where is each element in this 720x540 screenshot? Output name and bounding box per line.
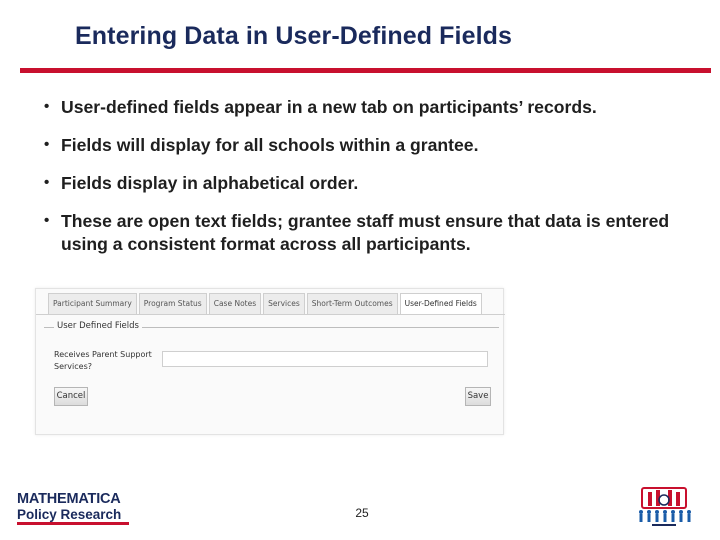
bullet-text: Fields display in alphabetical order. (61, 173, 359, 193)
bullet-item (44, 210, 694, 256)
tab-services[interactable]: Services (263, 293, 305, 314)
bullet-text: Fields will display for all schools within a grantee. (61, 135, 479, 155)
cancel-button[interactable]: Cancel (54, 387, 88, 406)
section-legend: User Defined Fields (54, 321, 142, 331)
field-label: Receives Parent Support Services? (54, 350, 152, 371)
cclc-logo-icon (634, 486, 694, 528)
tab-program-status[interactable]: Program Status (139, 293, 207, 314)
bullet-item (44, 96, 694, 119)
logo-underline (17, 522, 129, 525)
bullet-list (44, 96, 694, 256)
save-button[interactable]: Save (465, 387, 491, 406)
bullet-text: These are open text fields; grantee staff must ensure that data is entered using a consistent format across all participants. (61, 211, 670, 254)
tab-strip (48, 293, 484, 314)
bullet-icon: • (44, 174, 50, 191)
tab-case-notes[interactable]: Case Notes (209, 293, 261, 314)
bullet-icon: • (44, 98, 50, 115)
tab-short-term-outcomes[interactable]: Short-Term Outcomes (307, 293, 398, 314)
bullet-text: User-defined fields appear in a new tab on participants’ records. (61, 97, 597, 117)
parent-support-input[interactable] (162, 351, 488, 367)
bullet-item (44, 134, 694, 157)
page-number: 25 (355, 506, 369, 520)
slide-title: Entering Data in User-Defined Fields (75, 22, 513, 50)
tab-divider (36, 314, 505, 315)
bullet-item (44, 172, 694, 195)
bullet-icon: • (44, 212, 50, 229)
app-screenshot (35, 288, 504, 435)
title-divider (20, 68, 711, 73)
bullet-icon: • (44, 136, 50, 153)
tab-participant-summary[interactable]: Participant Summary (48, 293, 137, 314)
tab-user-defined-fields[interactable]: User-Defined Fields (400, 293, 482, 315)
logo-text-line2: Policy Research (17, 507, 122, 522)
mathematica-logo (17, 491, 129, 527)
logo-text-line1: MATHEMATICA (17, 491, 121, 507)
